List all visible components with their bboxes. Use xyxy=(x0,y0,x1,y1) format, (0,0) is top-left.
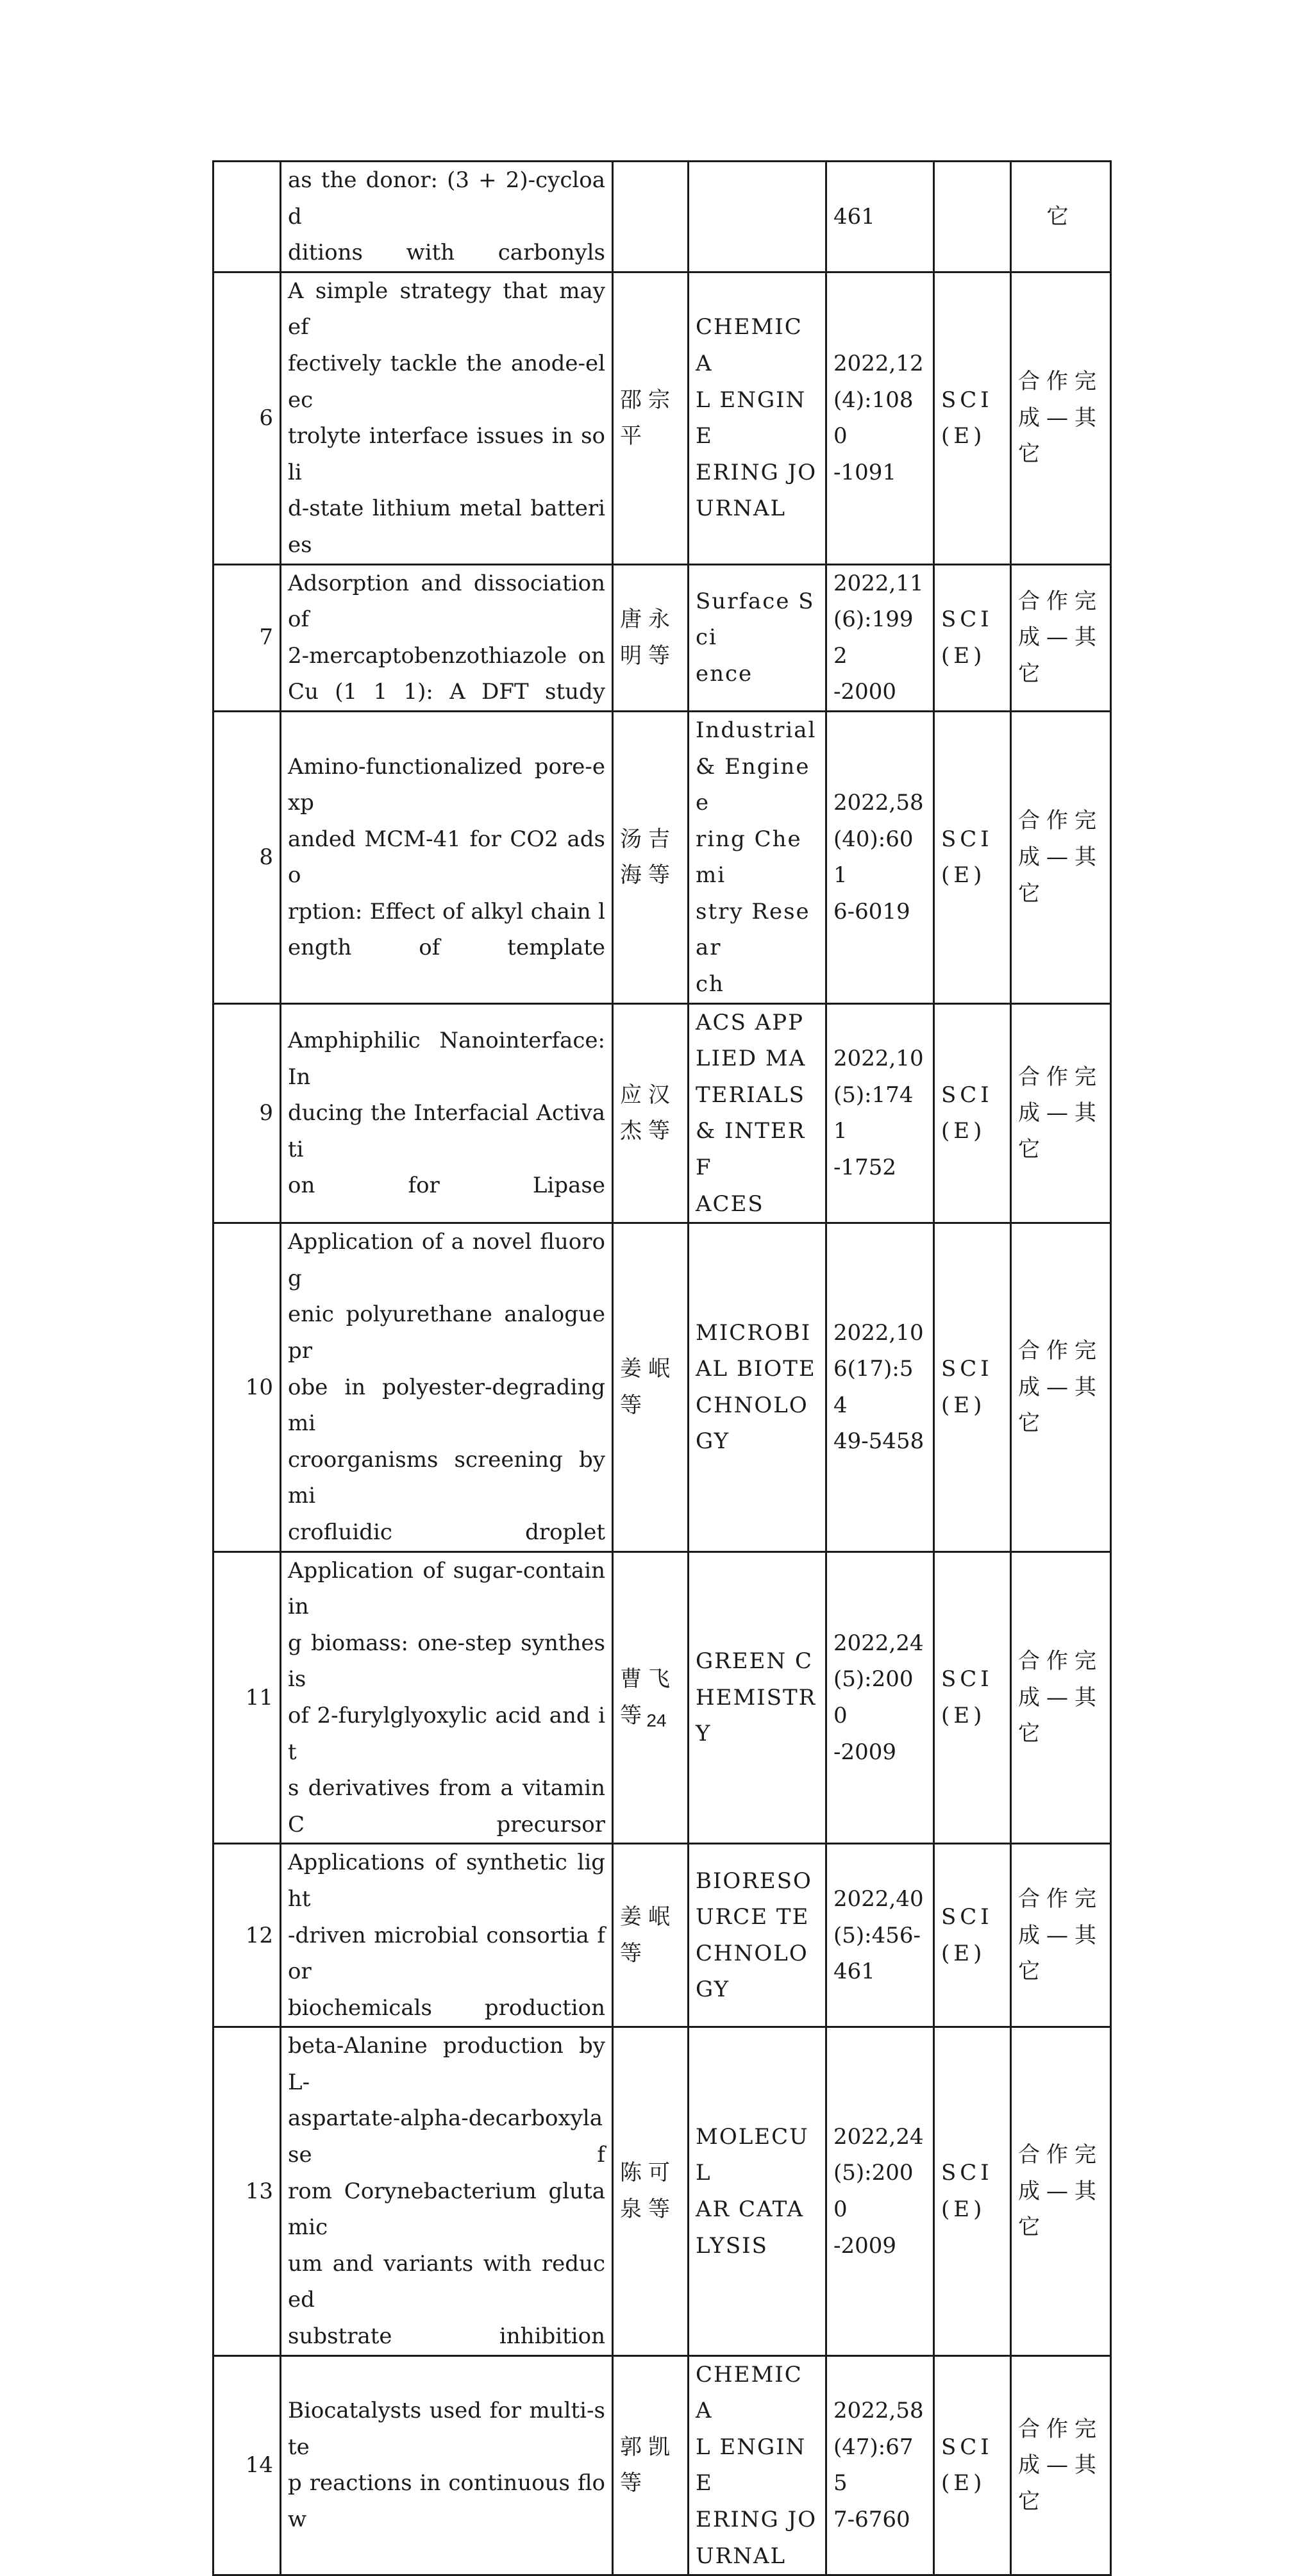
author-name-line: 等 xyxy=(620,1392,648,1418)
paper-title-line: Amphiphilic Nanointerface: In xyxy=(288,1027,605,1090)
journal-name-line: ACES xyxy=(696,1191,764,1217)
journal-name-line: CHNOLO xyxy=(696,1940,808,1966)
journal-name-cell xyxy=(689,711,826,1003)
completion-type-line: 成—其 xyxy=(1018,1374,1103,1400)
paper-title-cell xyxy=(281,1223,613,1551)
journal-name-line: URCE TE xyxy=(696,1904,810,1930)
index-type-line: SCI xyxy=(941,2434,993,2460)
author-name-line: 平 xyxy=(620,423,648,449)
row-number-cell xyxy=(213,2027,281,2355)
completion-type-cell xyxy=(1011,1223,1111,1551)
journal-name-line: Y xyxy=(696,1721,712,1747)
completion-type-line: 成—其 xyxy=(1018,405,1103,431)
publication-table-body xyxy=(213,162,1111,2575)
journal-name-line: GY xyxy=(696,1977,730,2003)
index-type-line: (E) xyxy=(941,423,986,449)
journal-name-line: TERIALS xyxy=(696,1082,805,1108)
paper-title-line: croorganisms screening by mi xyxy=(288,1446,605,1509)
paper-title-line: fectively tackle the anode-elec xyxy=(288,350,605,413)
author-name-cell xyxy=(613,162,689,272)
paper-title-line: s derivatives from a vitamin xyxy=(288,1775,605,1802)
index-type-line: (E) xyxy=(941,1118,986,1144)
completion-type-line: 合作完 xyxy=(1018,369,1103,395)
volume-pages-cell xyxy=(826,711,934,1003)
row-number: 14 xyxy=(245,2452,273,2479)
paper-title-line: enic polyurethane analogue pr xyxy=(288,1301,605,1364)
volume-pages-line: 7-6760 xyxy=(833,2507,910,2532)
author-name-cell xyxy=(613,1003,689,1223)
volume-pages-line: -1752 xyxy=(833,1155,897,1181)
author-name-line: 等 xyxy=(620,1940,648,1966)
paper-title-cell xyxy=(281,2355,613,2575)
journal-name-line: & Enginee xyxy=(696,753,810,816)
index-type-line: (E) xyxy=(941,2196,986,2222)
paper-title-line: crofluidic droplet xyxy=(288,1519,605,1545)
completion-type-line: 成—其 xyxy=(1018,624,1103,651)
author-name-cell xyxy=(613,272,689,564)
completion-type-cell xyxy=(1011,272,1111,564)
journal-name-cell xyxy=(689,162,826,272)
row-number: 12 xyxy=(245,1922,273,1948)
paper-title-line: Application of sugar-containin xyxy=(288,1557,605,1620)
paper-title-line: um and variants with reduced xyxy=(288,2250,605,2313)
paper-title-line: ength of template xyxy=(288,935,605,961)
author-name-line: 等 xyxy=(620,2470,648,2497)
author-name-line: 唐永 xyxy=(620,606,676,633)
index-type-cell xyxy=(934,711,1011,1003)
volume-pages-line: 2022,58 xyxy=(833,790,924,816)
paper-title-line: p reactions in continuous flow xyxy=(288,2470,605,2532)
paper-title-cell xyxy=(281,1003,613,1223)
journal-name-line: stry Resear xyxy=(696,898,810,961)
journal-name-line: GY xyxy=(696,1428,730,1455)
row-number: 7 xyxy=(259,624,273,651)
journal-name-line: Surface Sci xyxy=(696,588,815,651)
index-type-line: (E) xyxy=(941,642,986,669)
journal-name-line: CHEMICA xyxy=(696,2361,803,2424)
table-row xyxy=(213,564,1111,711)
journal-name-line: ERING JO xyxy=(696,2507,817,2532)
completion-type-line: 成—其 xyxy=(1018,1684,1103,1710)
journal-name-cell xyxy=(689,1003,826,1223)
volume-pages-line: 461 xyxy=(833,1959,875,1985)
paper-title-line: trolyte interface issues in soli xyxy=(288,423,605,485)
journal-name-line: URNAL xyxy=(696,2543,787,2569)
journal-name-line: CHNOLO xyxy=(696,1392,808,1418)
volume-pages-line: 2022,40 xyxy=(833,1886,924,1912)
paper-title-line: of 2-furylglyoxylic acid and it xyxy=(288,1702,605,1765)
author-name-line: 海等 xyxy=(620,862,676,889)
volume-pages-line: (40):601 xyxy=(833,826,914,889)
journal-name-cell xyxy=(689,1844,826,2027)
paper-title-line: Cu (1 1 1): A DFT study xyxy=(288,679,605,705)
index-type-line: (E) xyxy=(941,1392,986,1418)
journal-name-line: ence xyxy=(696,661,753,687)
index-type-line: SCI xyxy=(941,1666,993,1693)
index-type-cell xyxy=(934,2355,1011,2575)
volume-pages-line: 2022,12 xyxy=(833,350,924,376)
volume-pages-cell xyxy=(826,1844,934,2027)
row-number-cell xyxy=(213,1003,281,1223)
paper-title-line: anded MCM-41 for CO2 adso xyxy=(288,826,605,889)
journal-name-line: AR CATA xyxy=(696,2196,805,2222)
journal-name-line: ACS APP xyxy=(696,1009,804,1035)
paper-title-cell xyxy=(281,1551,613,1844)
index-type-cell xyxy=(934,1844,1011,2027)
table-row xyxy=(213,1223,1111,1551)
volume-pages-cell xyxy=(826,2355,934,2575)
index-type-cell xyxy=(934,272,1011,564)
paper-title-line: on for Lipase xyxy=(288,1173,605,1199)
volume-pages-line: 2022,10 xyxy=(833,1046,924,1072)
journal-name-cell xyxy=(689,1223,826,1551)
author-name-cell xyxy=(613,564,689,711)
volume-pages-cell xyxy=(826,1003,934,1223)
completion-type-line: 合作完 xyxy=(1018,1886,1103,1912)
completion-type-line: 成—其 xyxy=(1018,1922,1103,1948)
journal-name-line: HEMISTR xyxy=(696,1684,817,1710)
row-number-cell xyxy=(213,272,281,564)
index-type-line: SCI xyxy=(941,826,993,852)
journal-name-line: ch xyxy=(696,971,724,998)
journal-name-cell xyxy=(689,564,826,711)
paper-title-line: aspartate-alpha-decarboxylase f xyxy=(288,2105,605,2168)
journal-name-line: L ENGINE xyxy=(696,2434,807,2497)
row-number: 6 xyxy=(259,405,273,431)
completion-type-line: 合作完 xyxy=(1018,1648,1103,1675)
journal-name-line: MOLECUL xyxy=(696,2123,809,2186)
completion-type-cell xyxy=(1011,1844,1111,2027)
journal-name-line: CHEMICA xyxy=(696,314,803,376)
author-name-line: 曹飞 xyxy=(620,1666,676,1693)
paper-title-line: Amino-functionalized pore-exp xyxy=(288,753,605,816)
completion-type-cell xyxy=(1011,564,1111,711)
author-name-cell xyxy=(613,1844,689,2027)
row-number: 10 xyxy=(245,1374,273,1400)
journal-name-line: ERING JO xyxy=(696,459,817,485)
completion-type-cell xyxy=(1011,1003,1111,1223)
paper-title-line: C precursor xyxy=(288,1811,605,1837)
completion-type-line: 它 xyxy=(1018,1721,1046,1747)
volume-pages-cell xyxy=(826,564,934,711)
volume-pages-line: 49-5458 xyxy=(833,1428,924,1455)
completion-type-line: 它 xyxy=(1018,2214,1046,2241)
paper-title-line: 2-mercaptobenzothiazole on xyxy=(288,642,605,669)
author-name-cell xyxy=(613,711,689,1003)
journal-name-line: MICROBI xyxy=(696,1319,812,1346)
paper-title-cell xyxy=(281,2027,613,2355)
journal-name-line: LIED MA xyxy=(696,1046,807,1072)
paper-title-line: -driven microbial consortia for xyxy=(288,1922,605,1985)
completion-type-line: 它 xyxy=(1018,1410,1046,1437)
completion-type-line: 它 xyxy=(1018,441,1046,467)
table-row xyxy=(213,162,1111,272)
publication-table xyxy=(212,160,1112,2576)
volume-pages-line: 2022,24 xyxy=(833,2123,924,2150)
paper-title-cell xyxy=(281,272,613,564)
volume-pages-line: (5):2000 xyxy=(833,2160,914,2222)
journal-name-line: ring Chemi xyxy=(696,826,802,889)
paper-title-line: rom Corynebacterium glutamic xyxy=(288,2178,605,2241)
row-number-cell xyxy=(213,1223,281,1551)
completion-type-cell xyxy=(1011,2355,1111,2575)
completion-type-line: 它 xyxy=(1018,2488,1046,2514)
completion-type-line: 它 xyxy=(1018,880,1046,907)
journal-name-line: AL BIOTE xyxy=(696,1356,816,1382)
row-number: 8 xyxy=(259,844,273,870)
paper-title-line: d-state lithium metal batteries xyxy=(288,496,605,558)
row-number-cell xyxy=(213,711,281,1003)
table-row xyxy=(213,272,1111,564)
author-name-line: 陈可 xyxy=(620,2160,676,2186)
completion-type-line: 它 xyxy=(1018,1959,1046,1985)
row-number: 13 xyxy=(245,2178,273,2204)
paper-title-line: Applications of synthetic light xyxy=(288,1850,605,1912)
paper-title-line: Adsorption and dissociation of xyxy=(288,570,605,633)
paper-title-line: ditions with carbonyls xyxy=(288,240,605,266)
volume-pages-line: (6):1992 xyxy=(833,606,914,669)
table-row xyxy=(213,2027,1111,2355)
volume-pages-line: -2009 xyxy=(833,2232,897,2259)
volume-pages-line: 2022,11 xyxy=(833,570,924,596)
table-row xyxy=(213,1003,1111,1223)
volume-pages-cell xyxy=(826,1551,934,1844)
author-name-line: 泉等 xyxy=(620,2196,676,2222)
index-type-cell xyxy=(934,1223,1011,1551)
volume-pages-line: (5):1741 xyxy=(833,1082,914,1144)
index-type-line: SCI xyxy=(941,2160,993,2186)
journal-name-cell xyxy=(689,2027,826,2355)
volume-pages-line: 6-6019 xyxy=(833,898,910,924)
volume-pages-line: (5):2000 xyxy=(833,1666,914,1728)
author-name-line: 汤吉 xyxy=(620,826,676,852)
completion-type-line: 它 xyxy=(1046,203,1075,230)
journal-name-line: GREEN C xyxy=(696,1648,813,1675)
table-row xyxy=(213,1844,1111,2027)
author-name-cell xyxy=(613,1223,689,1551)
completion-type-cell xyxy=(1011,162,1111,272)
completion-type-line: 成—其 xyxy=(1018,2452,1103,2479)
completion-type-cell xyxy=(1011,2027,1111,2355)
author-name-line: 姜岷 xyxy=(620,1904,676,1930)
author-name-line: 等 xyxy=(620,1702,648,1728)
paper-title-cell xyxy=(281,1844,613,2027)
author-name-line: 郭凯 xyxy=(620,2434,676,2460)
paper-title-line: g biomass: one-step synthesis xyxy=(288,1630,605,1693)
journal-name-line: URNAL xyxy=(696,496,787,522)
row-number-cell xyxy=(213,2355,281,2575)
paper-title-line: rption: Effect of alkyl chain l xyxy=(288,898,605,924)
completion-type-cell xyxy=(1011,711,1111,1003)
volume-pages-line: (4):1080 xyxy=(833,387,914,449)
author-name-line: 应汉 xyxy=(620,1082,676,1108)
completion-type-line: 合作完 xyxy=(1018,588,1103,614)
index-type-cell xyxy=(934,1003,1011,1223)
index-type-line: (E) xyxy=(941,1702,986,1728)
paper-title-line: biochemicals production xyxy=(288,1995,605,2021)
volume-pages-line: -2000 xyxy=(833,679,897,705)
index-type-line: (E) xyxy=(941,2470,986,2497)
completion-type-line: 合作完 xyxy=(1018,1338,1103,1364)
volume-pages-line: -1091 xyxy=(833,459,897,485)
paper-title-line: obe in polyester-degrading mi xyxy=(288,1374,605,1437)
index-type-line: (E) xyxy=(941,862,986,889)
author-name-cell xyxy=(613,1551,689,1844)
table-row xyxy=(213,2355,1111,2575)
index-type-cell xyxy=(934,1551,1011,1844)
completion-type-line: 合作完 xyxy=(1018,1064,1103,1090)
table-row xyxy=(213,711,1111,1003)
journal-name-line: L ENGINE xyxy=(696,387,807,449)
index-type-line: SCI xyxy=(941,606,993,633)
completion-type-cell xyxy=(1011,1551,1111,1844)
paper-title-line: ducing the Interfacial Activati xyxy=(288,1100,605,1162)
paper-title-line: Biocatalysts used for multi-ste xyxy=(288,2398,605,2460)
volume-pages-cell xyxy=(826,272,934,564)
completion-type-line: 合作完 xyxy=(1018,2142,1103,2168)
index-type-line: SCI xyxy=(941,1356,993,1382)
paper-title-line: substrate inhibition xyxy=(288,2323,605,2350)
volume-pages-cell xyxy=(826,2027,934,2355)
volume-pages-line: (5):456- xyxy=(833,1922,921,1948)
completion-type-line: 合作完 xyxy=(1018,808,1103,834)
paper-title-cell xyxy=(281,162,613,272)
journal-name-line: BIORESO xyxy=(696,1868,812,1894)
author-name-line: 姜岷 xyxy=(620,1356,676,1382)
journal-name-line: LYSIS xyxy=(696,2232,768,2259)
volume-pages-line: 6(17):54 xyxy=(833,1356,914,1418)
completion-type-line: 成—其 xyxy=(1018,2178,1103,2204)
volume-pages-line: 461 xyxy=(833,203,875,230)
row-number-cell xyxy=(213,1551,281,1844)
journal-name-cell xyxy=(689,272,826,564)
journal-name-line: & INTERF xyxy=(696,1118,806,1181)
completion-type-line: 成—其 xyxy=(1018,1100,1103,1126)
completion-type-line: 它 xyxy=(1018,661,1046,687)
index-type-cell xyxy=(934,162,1011,272)
volume-pages-cell xyxy=(826,1223,934,1551)
row-number-cell xyxy=(213,564,281,711)
paper-title-line: Application of a novel fluorog xyxy=(288,1229,605,1291)
author-name-cell xyxy=(613,2355,689,2575)
journal-name-line: Industrial xyxy=(696,717,817,743)
paper-title-line: as the donor: (3 + 2)-cycload xyxy=(288,167,605,230)
author-name-line: 杰等 xyxy=(620,1118,676,1144)
paper-title-line: beta-Alanine production by L- xyxy=(288,2033,605,2095)
volume-pages-line: (47):675 xyxy=(833,2434,914,2497)
index-type-cell xyxy=(934,564,1011,711)
completion-type-line: 合作完 xyxy=(1018,2416,1103,2442)
completion-type-line: 它 xyxy=(1018,1136,1046,1162)
index-type-line: SCI xyxy=(941,1082,993,1108)
index-type-line: SCI xyxy=(941,387,993,413)
index-type-line: SCI xyxy=(941,1904,993,1930)
journal-name-cell xyxy=(689,1551,826,1844)
table-row xyxy=(213,1551,1111,1844)
paper-title-cell xyxy=(281,711,613,1003)
row-number-cell xyxy=(213,1844,281,2027)
index-type-cell xyxy=(934,2027,1011,2355)
row-number: 11 xyxy=(245,1684,273,1710)
volume-pages-cell xyxy=(826,162,934,272)
paper-title-line: A simple strategy that may ef xyxy=(288,278,605,340)
row-number: 9 xyxy=(259,1100,273,1126)
volume-pages-line: 2022,10 xyxy=(833,1319,924,1346)
index-type-line: (E) xyxy=(941,1940,986,1966)
author-name-cell xyxy=(613,2027,689,2355)
page-number: 24 xyxy=(646,1710,667,1730)
completion-type-line: 成—其 xyxy=(1018,844,1103,870)
volume-pages-line: 2022,24 xyxy=(833,1630,924,1656)
volume-pages-line: 2022,58 xyxy=(833,2398,924,2424)
row-number-cell xyxy=(213,162,281,272)
author-name-line: 明等 xyxy=(620,642,676,669)
volume-pages-line: -2009 xyxy=(833,1739,897,1765)
journal-name-cell xyxy=(689,2355,826,2575)
paper-title-cell xyxy=(281,564,613,711)
author-name-line: 邵宗 xyxy=(620,387,676,413)
